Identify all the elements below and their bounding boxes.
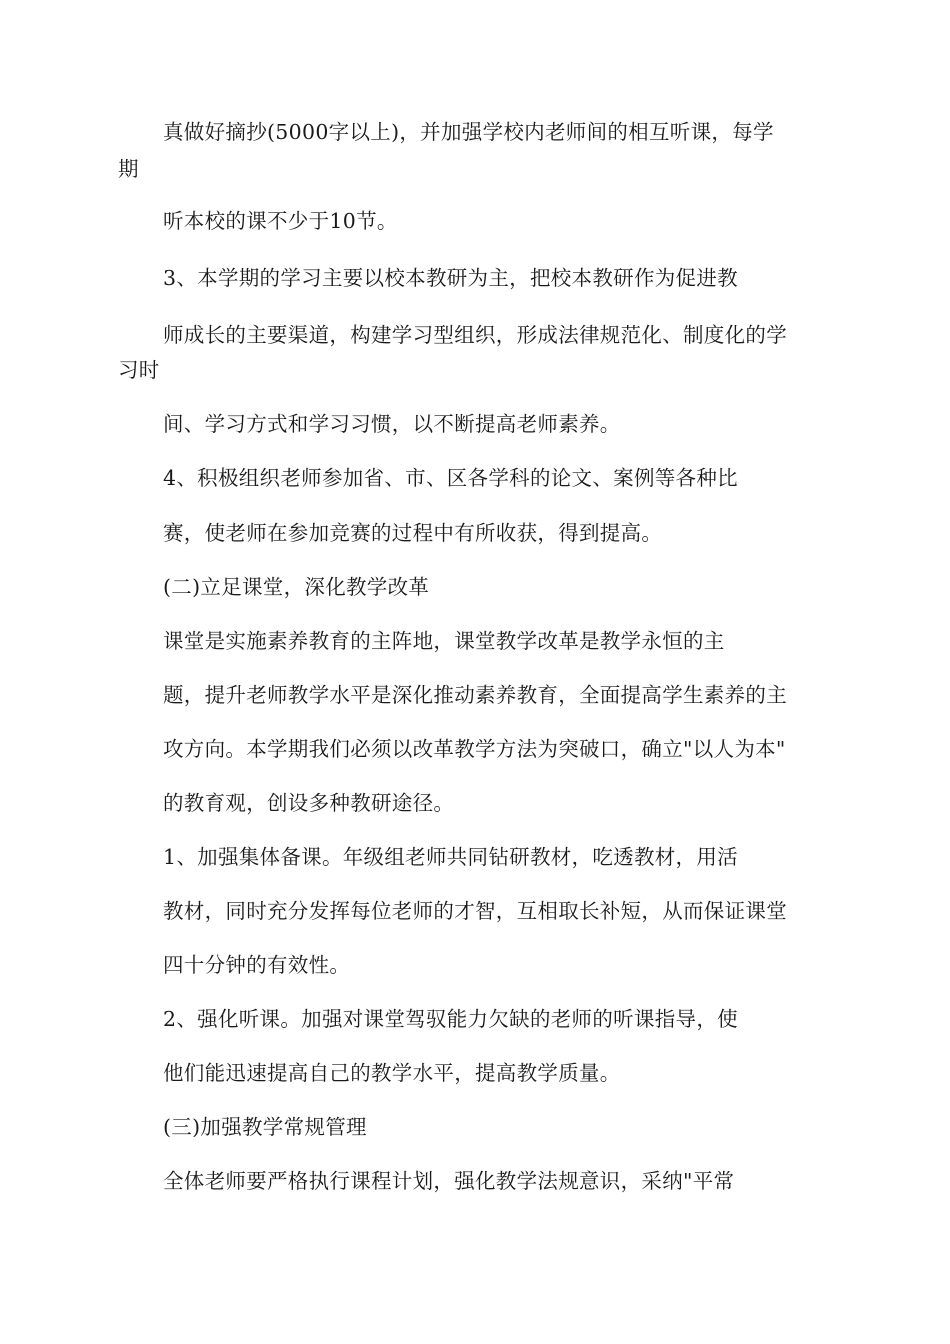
section-heading: (二)立足课堂，深化教学改革 [163,575,430,599]
text-line: 4、积极组织老师参加省、市、区各学科的论文、案例等各种比 [163,466,738,490]
text-line: 赛，使老师在参加竞赛的过程中有所收获，得到提高。 [163,521,663,545]
text-line: 听本校的课不少于10节。 [163,209,398,233]
text-line: 2、强化听课。加强对课堂驾驭能力欠缺的老师的听课指导，使 [163,1007,738,1031]
text-line: 教材，同时充分发挥每位老师的才智，互相取长补短，从而保证课堂 [163,899,787,923]
text-line: 课堂是实施素养教育的主阵地，课堂教学改革是教学永恒的主 [163,629,725,653]
text-line: 的教育观，创设多种教研途径。 [163,791,455,815]
text-line: 习时 [118,358,160,382]
text-line: 师成长的主要渠道，构建学习型组织，形成法律规范化、制度化的学 [163,323,787,347]
text-line: 他们能迅速提高自己的教学水平，提高教学质量。 [163,1061,621,1085]
text-line: 攻方向。本学期我们必须以改革教学方法为突破口，确立"以人为本" [163,737,786,761]
text-line: 全体老师要严格执行课程计划，强化教学法规意识，采纳"平常 [163,1169,735,1193]
text-line: 题，提升老师教学水平是深化推动素养教育，全面提高学生素养的主 [163,683,787,707]
text-line: 1、加强集体备课。年级组老师共同钻研教材，吃透教材，用活 [163,845,738,869]
text-line: 3、本学期的学习主要以校本教研为主，把校本教研作为促进教 [163,266,738,290]
text-line: 期 [118,157,139,181]
text-line: 间、学习方式和学习习惯，以不断提高老师素养。 [163,412,621,436]
text-line: 真做好摘抄(5000字以上)，并加强学校内老师间的相互听课，每学 [163,120,774,144]
section-heading: (三)加强教学常规管理 [163,1115,367,1139]
text-line: 四十分钟的有效性。 [163,953,351,977]
